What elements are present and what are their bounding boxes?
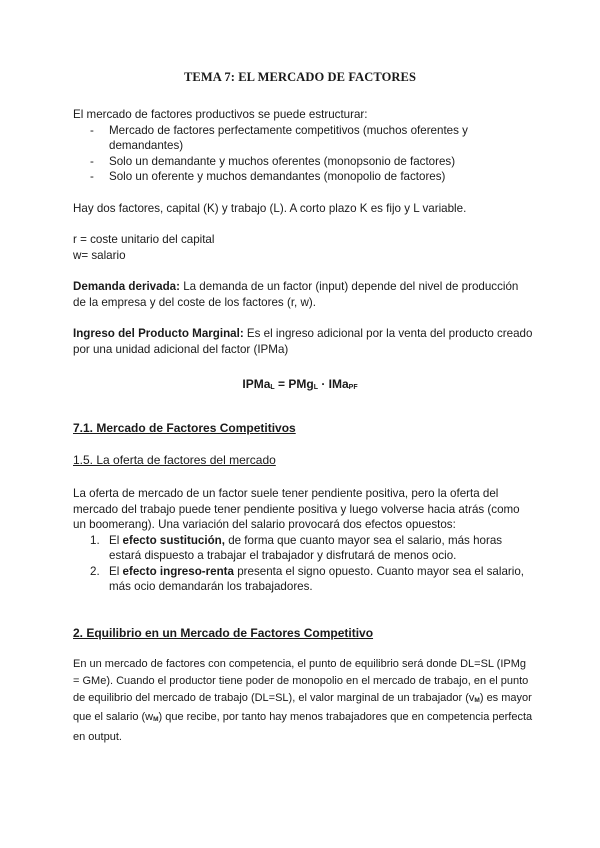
efectos-list xyxy=(73,533,533,595)
structure-list xyxy=(73,123,533,185)
demanda-term: Demanda derivada: xyxy=(73,280,180,293)
dash-marker: - xyxy=(90,154,94,168)
list-item: 1. El efecto sustitución, de forma que cuanto mayor sea el salario, más horas estará dispuesto a trabajar el trabajador y disfrutará de menos ocio. xyxy=(90,533,503,562)
section-7-1-heading: 7.1. Mercado de Factores Competitivos xyxy=(73,421,296,435)
list-item: - Mercado de factores perfectamente competitivos (muchos oferentes y demandantes) xyxy=(90,123,468,152)
list-item: - Solo un oferente y muchos demandantes (monopolio de factores) xyxy=(90,170,446,183)
list-item: 2. El efecto ingreso-renta presenta el signo opuesto. Cuanto mayor sea el salario, más ocio demandarán los trabajadores. xyxy=(90,564,525,593)
factors-paragraph: Hay dos factores, capital (K) y trabajo (L). A corto plazo K es fijo y L variable. xyxy=(73,202,467,215)
list-item: - Solo un demandante y muchos oferentes (monopsonio de factores) xyxy=(90,154,456,168)
dash-marker: - xyxy=(90,170,94,183)
ingreso-text: Es el ingreso adicional por la venta del producto creado por una unidad adicional del factor (IPMa) xyxy=(73,327,533,356)
equilibrio-paragraph: En un mercado de factores con competencia, el punto de equilibrio será donde DL=SL (IPMg = GMe). Cuando el productor tiene poder de monopolio en el mercado de trabajo, en el punto de equilibrio del mercado de trabajo (DL=SL), el valor marginal de un trabajador $(v_M)$ es mayor que el salario $(w_M)$ que recibe, por tanto hay menos trabajadores que en competencia perfecta en output. xyxy=(73,658,533,744)
oferta-block xyxy=(73,486,533,595)
ipma-formula: IPMa$_L$ = PMg$_L$ · IMa$_{PF}$ xyxy=(242,377,358,391)
section-1-5-heading: 1.5. La oferta de factores del mercado xyxy=(73,453,276,467)
definitions-block xyxy=(73,232,533,263)
section-2-heading: 2. Equilibrio en un Mercado de Factores Competitivo xyxy=(73,626,374,640)
def-w: w= salario xyxy=(73,248,126,262)
oferta-text: La oferta de mercado de un factor suele tener pendiente positiva, pero la oferta del mercado del trabajo puede tener pendiente positiva y luego volverse hacia atrás (como un boomerang). Una variación del salario provocará dos efectos opuestos: xyxy=(73,487,520,531)
demanda-text: La demanda de un factor (input) depende del nivel de producción de la empresa y del coste de los factores (r, w). xyxy=(73,280,519,309)
demanda-paragraph xyxy=(73,279,533,310)
ingreso-paragraph xyxy=(73,326,533,357)
def-r: r = coste unitario del capital xyxy=(73,233,215,246)
intro-block xyxy=(73,107,533,185)
document-title: TEMA 7: EL MERCADO DE FACTORES xyxy=(183,70,417,84)
ingreso-term: Ingreso del Producto Marginal: xyxy=(73,327,244,340)
intro-text: El mercado de factores productivos se puede estructurar: xyxy=(73,108,368,121)
dash-marker: - xyxy=(90,123,94,137)
